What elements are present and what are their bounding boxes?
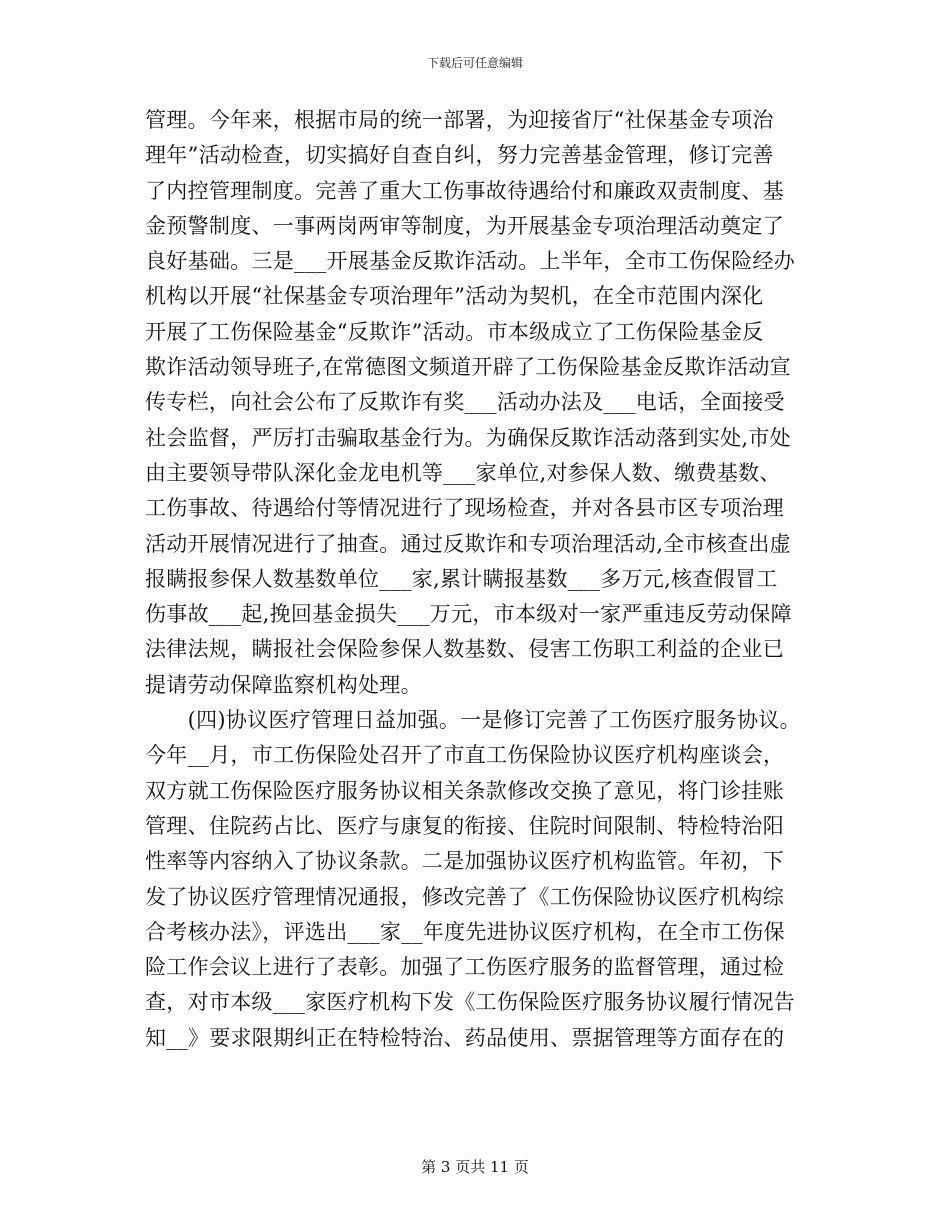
text-line: 合考核办法》，评选出___家__年度先进协议医疗机构，在全市工伤保 <box>145 919 785 944</box>
page-header: 下载后可任意编辑 <box>426 56 523 70</box>
text-line: 双方就工伤保险医疗服务协议相关条款修改交换了意见，将门诊挂账 <box>145 778 784 803</box>
text-line: 理年”活动检查，切实搞好自查自纠，努力完善基金管理，修订完善 <box>145 143 774 168</box>
text-line: 报瞒报参保人数基数单位___家,累计瞒报基数___多万元,核查假冒工 <box>145 566 778 591</box>
text-line: 良好基础。三是___开展基金反欺诈活动。上半年，全市工伤保险经办 <box>145 249 796 274</box>
text-line: 险工作会议上进行了表彰。加强了工伤医疗服务的监督管理，通过检 <box>145 955 784 980</box>
text-line: 活动开展情况进行了抽查。通过反欺诈和专项治理活动,全市核查出虚 <box>145 531 791 556</box>
text-line: 欺诈活动领导班子,在常德图文频道开辟了工伤保险基金反欺诈活动宣 <box>145 355 791 380</box>
text-line: 提请劳动保障监察机构处理。 <box>145 672 422 697</box>
text-line: 伤事故___起,挽回基金损失___万元，市本级对一家严重违反劳动保障 <box>145 602 792 627</box>
text-line: 传专栏，向社会公布了反欺诈有奖___活动办法及___电话，全面接受 <box>145 390 785 415</box>
text-line: 今年__月，市工伤保险处召开了市直工伤保险协议医疗机构座谈会， <box>145 743 785 768</box>
text-line: 查，对市本级___家医疗机构下发《工伤保险医疗服务协议履行情况告 <box>145 990 796 1015</box>
paragraph-start-line: (四)协议医疗管理日益加强。一是修订完善了工伤医疗服务协议。 <box>145 708 801 733</box>
text-line: 知__》要求限期纠正在特检特治、药品使用、票据管理等方面存在的 <box>145 1025 785 1050</box>
text-line: 了内控管理制度。完善了重大工伤事故待遇给付和廉政双责制度、基 <box>145 178 784 203</box>
text-line: 工伤事故、待遇给付等情况进行了现场检查，并对各县市区专项治理 <box>145 496 784 521</box>
page-number: 第 3 页共 11 页 <box>421 1158 529 1176</box>
body-text <box>145 103 810 1056</box>
text-line: 金预警制度、一事两岗两审等制度，为开展基金专项治理活动奠定了 <box>145 213 784 238</box>
text-line: 机构以开展“社保基金专项治理年”活动为契机，在全市范围内深化 <box>145 284 764 309</box>
text-line: 开展了工伤保险基金“反欺诈”活动。市本级成立了工伤保险基金反 <box>145 319 764 344</box>
text-line: 管理。今年来，根据市局的统一部署，为迎接省厅“社保基金专项治 <box>145 108 774 132</box>
text-line: 社会监督，严厉打击骗取基金行为。为确保反欺诈活动落到实处,市处 <box>145 425 791 450</box>
text-line: 发了协议医疗管理情况通报，修改完善了《工伤保险协议医疗机构综 <box>145 884 784 909</box>
text-line: 性率等内容纳入了协议条款。二是加强协议医疗机构监管。年初，下 <box>145 849 784 874</box>
text-line: 法律法规，瞒报社会保险参保人数基数、侵害工伤职工利益的企业已 <box>145 637 784 662</box>
text-line: 管理、住院药占比、医疗与康复的衔接、住院时间限制、特检特治阳 <box>145 813 784 838</box>
text-line: 由主要领导带队深化金龙电机等___家单位,对参保人数、缴费基数、 <box>145 460 781 485</box>
